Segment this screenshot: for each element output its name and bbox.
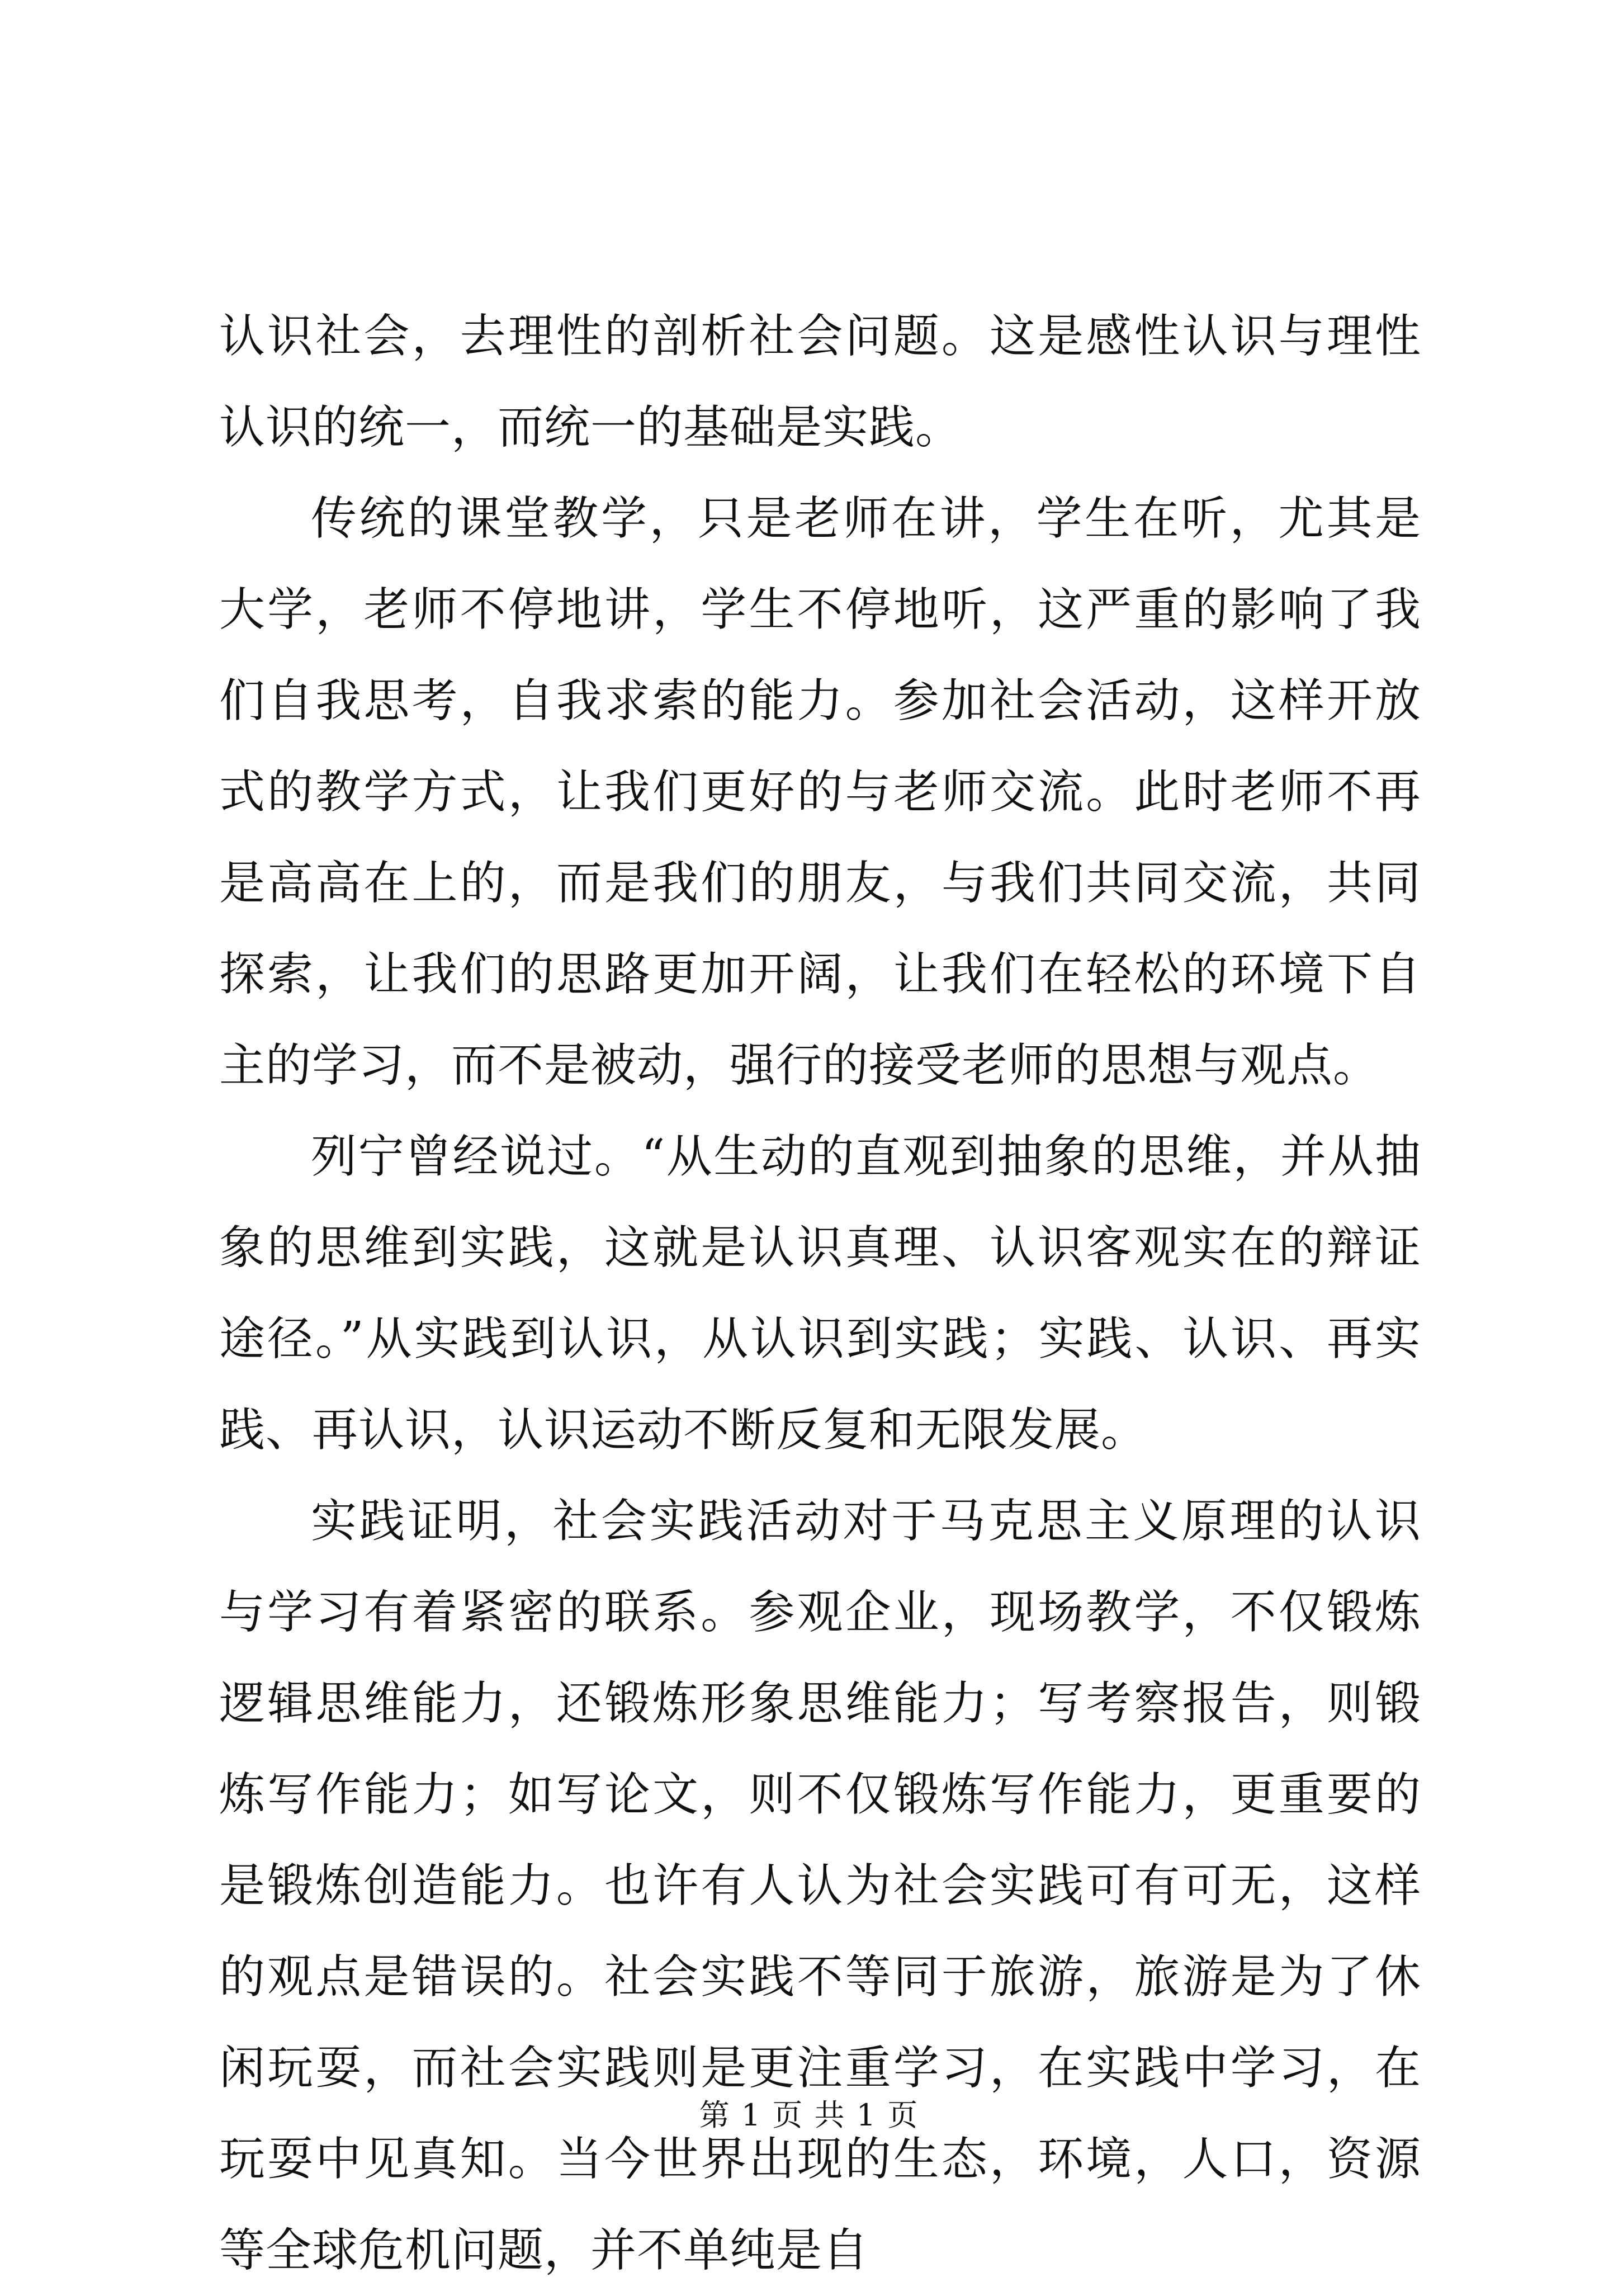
- document-body: [219, 291, 1421, 2296]
- paragraph-continuation: 认识社会，去理性的剖析社会问题。这是感性认识与理性认识的统一，而统一的基础是实践。: [219, 310, 1421, 454]
- page-footer: 第 1 页 共 1 页: [699, 2097, 919, 2133]
- paragraph-classroom-teaching: 传统的课堂教学，只是老师在讲，学生在听，尤其是大学，老师不停地讲，学生不停地听，这严重的影响了我们自我思考，自我求索的能力。参加社会活动，这样开放式的教学方式，让我们更好的与老师交流。此时老师不再是高高在上的，而是我们的朋友，与我们共同交流，共同探索，让我们的思路更加开阔，让我们在轻松的环境下自主的学习，而不是被动，强行的接受老师的思想与观点。: [219, 492, 1421, 1092]
- paragraph-practice-proof: 实践证明，社会实践活动对于马克思主义原理的认识与学习有着紧密的联系。参观企业，现场教学，不仅锻炼逻辑思维能力，还锻炼形象思维能力；写考察报告，则锻炼写作能力；如写论文，则不仅锻炼写作能力，更重要的是锻炼创造能力。也许有人认为社会实践可有可无，这样的观点是错误的。社会实践不等同于旅游，旅游是为了休闲玩耍，而社会实践则是更注重学习，在实践中学习，在玩耍中见真知。当今世界出现的生态，环境，人口，资源等全球危机问题，并不单纯是自: [219, 1495, 1421, 2277]
- paragraph-lenin-quote: 列宁曾经说过。“从生动的直观到抽象的思维，并从抽象的思维到实践，这就是认识真理、认识客观实在的辩证途径。”从实践到认识，从认识到实践；实践、认识、再实践、再认识，认识运动不断反复和无限发展。: [219, 1130, 1421, 1457]
